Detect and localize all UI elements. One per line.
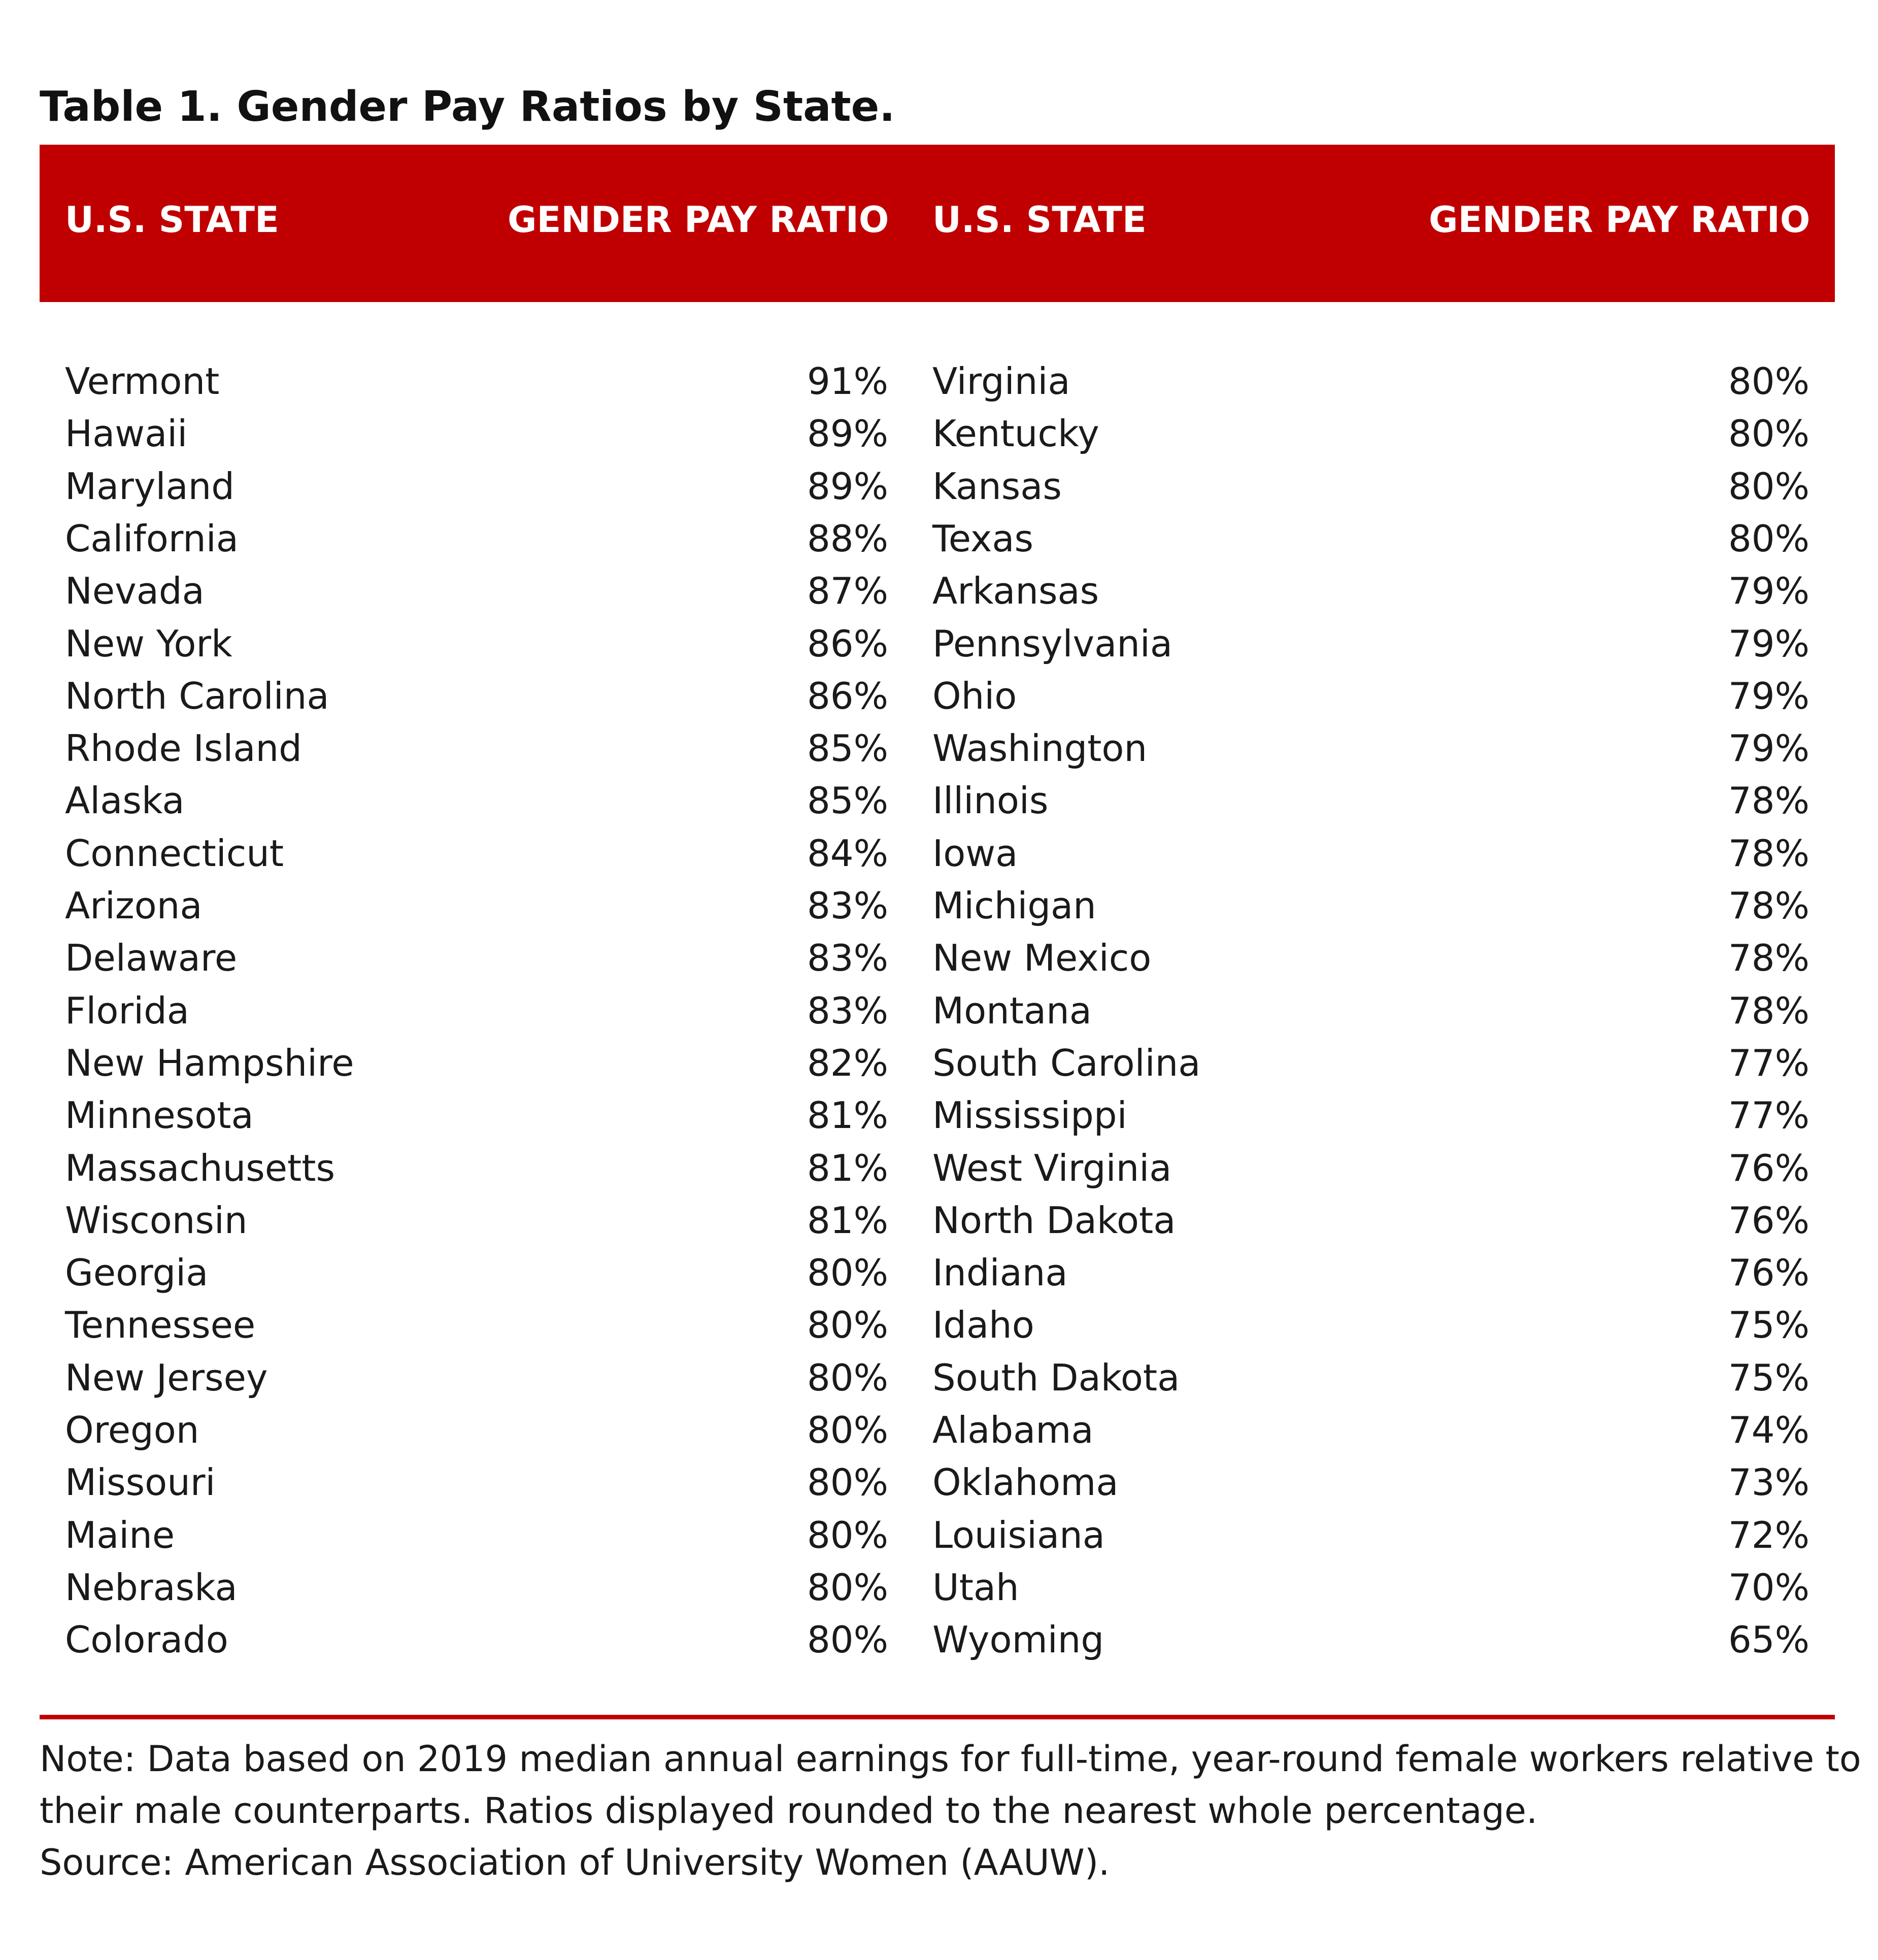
- table-row-ratio: 80%: [1728, 517, 1809, 560]
- table-row-state: Wyoming: [932, 1618, 1104, 1661]
- table-row-ratio: 74%: [1728, 1409, 1809, 1451]
- table-row-ratio: 76%: [1728, 1147, 1809, 1189]
- header-state-right: U.S. STATE: [932, 199, 1147, 241]
- table-row-ratio: 75%: [1728, 1304, 1809, 1346]
- table-row-ratio: 83%: [807, 937, 888, 979]
- table-row-ratio: 80%: [1728, 412, 1809, 455]
- table-row-ratio: 80%: [1728, 360, 1809, 403]
- table-row-state: North Dakota: [932, 1199, 1176, 1242]
- table-row-ratio: 87%: [807, 570, 888, 612]
- table-row-ratio: 80%: [807, 1304, 888, 1346]
- table-row-state: Michigan: [932, 884, 1096, 927]
- table-row-state: Kentucky: [932, 412, 1099, 455]
- header-ratio-right: GENDER PAY RATIO: [1429, 199, 1810, 241]
- table-row-state: New Hampshire: [65, 1042, 354, 1084]
- source-line: Source: American Association of University Women (AAUW).: [40, 1842, 1110, 1883]
- table-row-ratio: 80%: [807, 1356, 888, 1399]
- table-row-ratio: 78%: [1728, 937, 1809, 979]
- table-row-ratio: 80%: [807, 1409, 888, 1451]
- table-row-state: New Mexico: [932, 937, 1152, 979]
- table-row-state: Maryland: [65, 465, 234, 508]
- table-row-state: Ohio: [932, 675, 1017, 717]
- table-row-state: Arizona: [65, 884, 203, 927]
- table-row-ratio: 78%: [1728, 989, 1809, 1032]
- table-row-ratio: 82%: [807, 1042, 888, 1084]
- table-row-state: Utah: [932, 1566, 1019, 1609]
- table-row-ratio: 81%: [807, 1199, 888, 1242]
- table-row-ratio: 78%: [1728, 884, 1809, 927]
- table-row-state: Florida: [65, 989, 189, 1032]
- table-row-state: Louisiana: [932, 1514, 1105, 1556]
- table-row-ratio: 80%: [807, 1618, 888, 1661]
- table-title: Table 1. Gender Pay Ratios by State.: [40, 83, 895, 131]
- table-row-ratio: 81%: [807, 1094, 888, 1137]
- table-row-state: Illinois: [932, 779, 1049, 822]
- bottom-rule: [40, 1715, 1835, 1719]
- table-row-state: Texas: [932, 517, 1034, 560]
- table-row-state: Missouri: [65, 1461, 216, 1504]
- table-row-ratio: 89%: [807, 412, 888, 455]
- table-row-state: Nevada: [65, 570, 205, 612]
- table-row-state: North Carolina: [65, 675, 329, 717]
- table-row-state: New Jersey: [65, 1356, 268, 1399]
- table-row-state: West Virginia: [932, 1147, 1172, 1189]
- table-row-ratio: 75%: [1728, 1356, 1809, 1399]
- table-row-state: Tennessee: [65, 1304, 256, 1346]
- table-row-state: South Dakota: [932, 1356, 1180, 1399]
- table-row-ratio: 78%: [1728, 832, 1809, 875]
- table-row-state: Georgia: [65, 1251, 209, 1294]
- table-row-ratio: 77%: [1728, 1094, 1809, 1137]
- table-row-state: Wisconsin: [65, 1199, 248, 1242]
- table-row-ratio: 83%: [807, 884, 888, 927]
- table-row-state: Connecticut: [65, 832, 284, 875]
- table-row-ratio: 80%: [807, 1514, 888, 1556]
- table-row-ratio: 91%: [807, 360, 888, 403]
- table-row-state: Massachusetts: [65, 1147, 336, 1189]
- table-row-ratio: 79%: [1728, 570, 1809, 612]
- table-row-ratio: 79%: [1728, 727, 1809, 770]
- table-row-state: New York: [65, 622, 232, 665]
- table-row-ratio: 80%: [1728, 465, 1809, 508]
- header-state-left: U.S. STATE: [65, 199, 279, 241]
- table-row-ratio: 83%: [807, 989, 888, 1032]
- table-row-state: Kansas: [932, 465, 1062, 508]
- table-row-ratio: 86%: [807, 675, 888, 717]
- table-row-ratio: 76%: [1728, 1199, 1809, 1242]
- table-row-ratio: 78%: [1728, 779, 1809, 822]
- table-row-state: Idaho: [932, 1304, 1034, 1346]
- table-row-state: Indiana: [932, 1251, 1068, 1294]
- table-row-state: Mississippi: [932, 1094, 1127, 1137]
- table-row-state: Maine: [65, 1514, 175, 1556]
- table-row-state: Iowa: [932, 832, 1018, 875]
- table-row-state: Alaska: [65, 779, 185, 822]
- table-row-ratio: 80%: [807, 1566, 888, 1609]
- table-row-ratio: 79%: [1728, 675, 1809, 717]
- table-row-state: Arkansas: [932, 570, 1099, 612]
- table-row-ratio: 89%: [807, 465, 888, 508]
- note-line-2: their male counterparts. Ratios displayed rounded to the nearest whole percentage.: [40, 1790, 1538, 1832]
- table-row-ratio: 85%: [807, 779, 888, 822]
- table-row-state: Minnesota: [65, 1094, 254, 1137]
- note-line-1: Note: Data based on 2019 median annual earnings for full-time, year-round female workers relative to: [40, 1738, 1861, 1780]
- table-row-ratio: 81%: [807, 1147, 888, 1189]
- table-row-ratio: 72%: [1728, 1514, 1809, 1556]
- table-row-state: Hawaii: [65, 412, 188, 455]
- table-row-ratio: 85%: [807, 727, 888, 770]
- table-row-ratio: 80%: [807, 1461, 888, 1504]
- table-row-state: Colorado: [65, 1618, 228, 1661]
- table-row-state: Oregon: [65, 1409, 199, 1451]
- table-row-ratio: 65%: [1728, 1618, 1809, 1661]
- table-row-state: California: [65, 517, 239, 560]
- table-row-state: Virginia: [932, 360, 1070, 403]
- table-row-state: Washington: [932, 727, 1148, 770]
- table-row-state: Oklahoma: [932, 1461, 1119, 1504]
- header-ratio-left: GENDER PAY RATIO: [508, 199, 889, 241]
- table-row-state: Rhode Island: [65, 727, 302, 770]
- table-row-state: Pennsylvania: [932, 622, 1173, 665]
- table-row-ratio: 77%: [1728, 1042, 1809, 1084]
- table-row-state: South Carolina: [932, 1042, 1201, 1084]
- table-row-state: Delaware: [65, 937, 238, 979]
- table-row-ratio: 86%: [807, 622, 888, 665]
- table-row-ratio: 79%: [1728, 622, 1809, 665]
- table-row-ratio: 80%: [807, 1251, 888, 1294]
- table-row-state: Montana: [932, 989, 1092, 1032]
- table-row-ratio: 84%: [807, 832, 888, 875]
- table-row-ratio: 73%: [1728, 1461, 1809, 1504]
- table-row-ratio: 88%: [807, 517, 888, 560]
- table-row-ratio: 76%: [1728, 1251, 1809, 1294]
- table-row-state: Alabama: [932, 1409, 1094, 1451]
- table-row-state: Nebraska: [65, 1566, 238, 1609]
- table-row-state: Vermont: [65, 360, 220, 403]
- table-row-ratio: 70%: [1728, 1566, 1809, 1609]
